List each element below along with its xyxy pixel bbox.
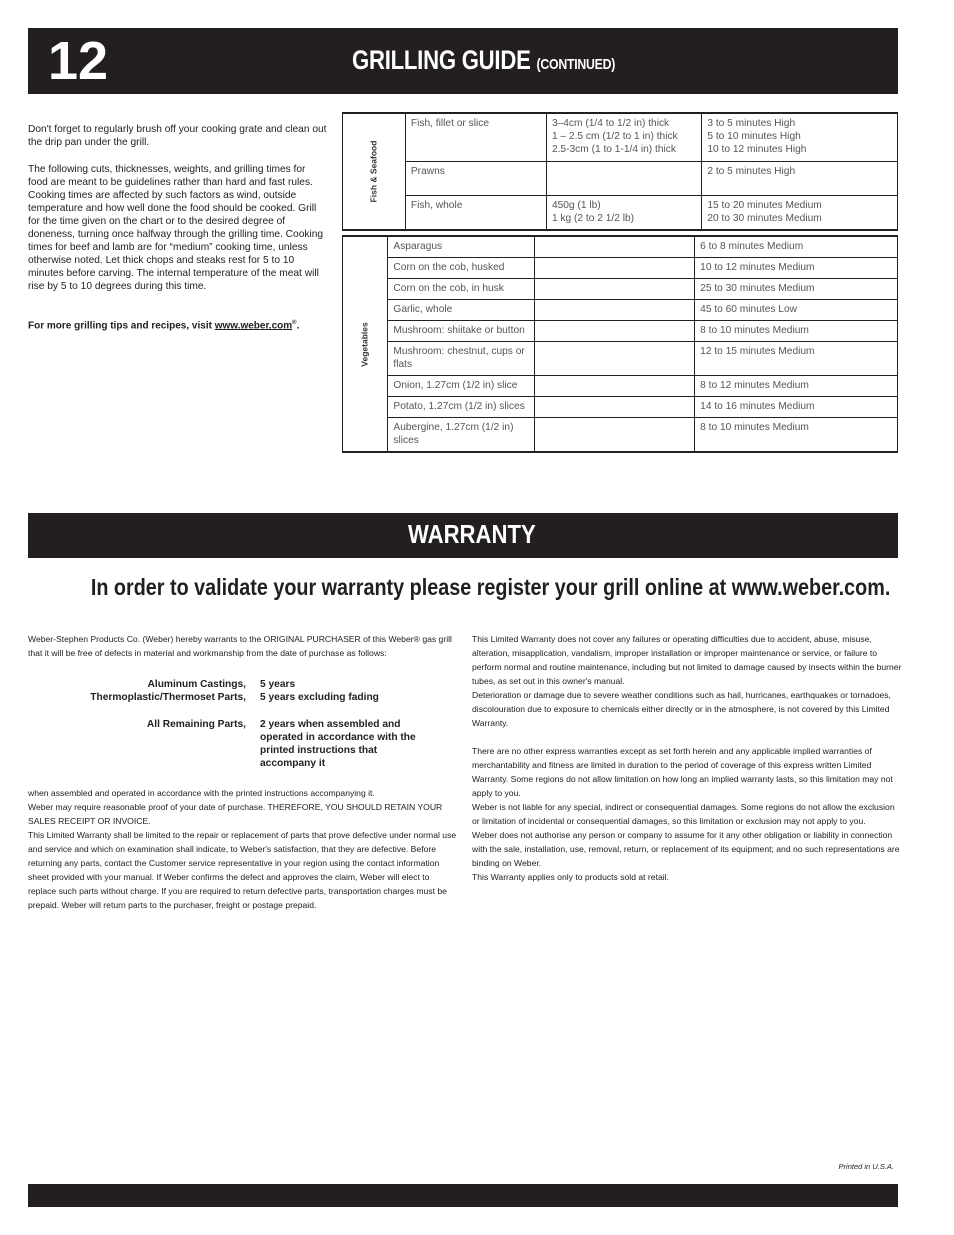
item-cell: Prawns — [405, 162, 546, 196]
warranty-term-row — [28, 678, 458, 691]
time-cell: 3 to 5 minutes High 5 to 10 minutes High 10 to 12 minutes High — [702, 113, 898, 162]
size-cell — [534, 236, 694, 258]
time-cell: 2 to 5 minutes High — [702, 162, 898, 196]
section-title-suffix: (CONTINUED) — [536, 56, 616, 73]
time-cell: 15 to 20 minutes Medium 20 to 30 minutes Medium — [702, 196, 898, 231]
item-cell: Corn on the cob, in husk — [388, 279, 535, 300]
page-header — [28, 28, 898, 94]
size-cell — [534, 418, 694, 453]
warranty-title: WARRANTY — [408, 519, 536, 549]
table-row — [343, 342, 898, 376]
warranty-register-heading: In order to validate your warranty please register your grill online at www.weber.com. — [90, 574, 891, 600]
fish-seafood-table — [342, 112, 898, 231]
item-cell: Mushroom: chestnut, cups or flats — [388, 342, 535, 376]
section-title-text: GRILLING GUIDE — [352, 45, 531, 75]
term-part: Aluminum Castings, — [147, 679, 246, 690]
warranty-terms — [28, 678, 458, 770]
table-row — [343, 321, 898, 342]
term-period: 2 years when assembled and operated in accordance with the printed instructions that accompany it — [260, 719, 416, 769]
size-cell: 450g (1 lb) 1 kg (2 to 2 1/2 lb) — [546, 196, 701, 231]
warranty-term-row — [28, 718, 458, 770]
weber-link[interactable]: www.weber.com — [214, 320, 293, 332]
warranty-term-row — [28, 691, 458, 704]
size-cell — [534, 279, 694, 300]
intro-paragraph-2: The following cuts, thicknesses, weights, and grilling times for food are meant to be guidelines rather than hard and fast rules. Cooking times are affected by such factors as wind, outside temperature and how well done the food should be cooked. Grill for the time given on the chart or to the desired degree of doneness, turning once halfway through the grilling time. Cooking times for beef and lamb are for “medium” cooking time, unless otherwise noted. Let thick chops and steaks rest for 5 to 10 minutes before carving. The internal temperature of the meat will rise by 5 to 10 degrees during this time. — [28, 164, 324, 292]
term-part: All Remaining Parts, — [146, 719, 246, 730]
warranty-left-body: when assembled and operated in accordance with the printed instructions accompanying it. Weber may require reasonable proof of your date of purchase. THEREFORE, YOU SHOULD RETAIN YOUR SALES RECEIPT OR INVOICE. This Limited Warranty shall be limited to the repair or replacement of parts that prove defective under normal use and service and which on examination shall indicate, to Weber's satisfaction, that they are defective. Before returning any parts, contact the Customer service representative in your region using the contact information sheet provided with your manual. If Weber confirms the defect and approves the claim, Weber will elect to replace such parts without charge. If you are required to return defective parts, transportation charges must be prepaid. Weber will return parts to the purchaser, freight or postage prepaid. — [28, 788, 457, 910]
category-label-cell — [343, 236, 388, 452]
size-cell — [534, 342, 694, 376]
table-row — [343, 279, 898, 300]
table-row — [343, 300, 898, 321]
category-label-cell — [343, 113, 406, 230]
table-row — [343, 397, 898, 418]
printed-in-usa: Printed in U.S.A. — [838, 1162, 894, 1171]
time-cell: 10 to 12 minutes Medium — [695, 258, 898, 279]
time-cell: 14 to 16 minutes Medium — [695, 397, 898, 418]
term-part: Thermoplastic/Thermoset Parts, — [90, 692, 246, 703]
vegetables-table — [342, 235, 898, 453]
table-row — [343, 376, 898, 397]
term-period: 5 years excluding fading — [260, 692, 379, 703]
item-cell: Onion, 1.27cm (1/2 in) slice — [388, 376, 535, 397]
size-cell — [534, 397, 694, 418]
item-cell: Aubergine, 1.27cm (1/2 in) slices — [388, 418, 535, 453]
time-cell: 8 to 10 minutes Medium — [695, 418, 898, 453]
warranty-intro: Weber-Stephen Products Co. (Weber) hereby warrants to the ORIGINAL PURCHASER of this Weber® gas grill that it will be free of defects in material and workmanship from the date of purchase as follows: — [28, 634, 452, 658]
category-label: Fish & Seafood — [368, 140, 379, 203]
item-cell: Fish, fillet or slice — [405, 113, 546, 162]
tips-suffix: . — [296, 320, 300, 332]
table-row — [343, 162, 898, 196]
time-cell: 25 to 30 minutes Medium — [695, 279, 898, 300]
item-cell: Potato, 1.27cm (1/2 in) slices — [388, 397, 535, 418]
category-label: Vegetables — [359, 321, 370, 367]
item-cell: Corn on the cob, husked — [388, 258, 535, 279]
table-row — [343, 258, 898, 279]
warranty-right-body: This Limited Warranty does not cover any failures or operating difficulties due to accident, abuse, misuse, alteration, misapplication, vandalism, improper installation or improper maintenance or service, or failure to perform normal and routine maintenance, including but not limited to damage caused by insects within the burner tubes, as set out in this owner's manual. Deterioration or damage due to severe weather conditions such as hail, hurricanes, earthquakes or tornadoes, discolouration due to exposure to chemicals either directly or in the atmosphere, is not covered by this Limited Warranty. There are no other express warranties except as set forth herein and any applicable implied warranties of merchantability and fitness are limited in duration to the period of coverage of this express written Limited Warranty. Some regions do not allow limitation on how long an implied warranty lasts, so this limitation may not apply to you. Weber is not liable for any special, indirect or consequential damages. Some regions do not allow the exclusion or limitation of incidental or consequential damages, so this limitation or exclusion may not apply to you. Weber does not authorise any person or company to assume for it any other obligation or liability in connection with the sale, installation, use, removal, return, or replacement of its equipment; and no such representations are binding on Weber. This Warranty applies only to products sold at retail. — [472, 634, 902, 882]
size-cell — [534, 376, 694, 397]
table-row — [343, 236, 898, 258]
intro-paragraph-1: Don't forget to regularly brush off your cooking grate and clean out the drip pan under the grill. — [28, 124, 327, 148]
page-number: 12 — [48, 31, 109, 91]
size-cell: 3–4cm (1/4 to 1/2 in) thick 1 – 2.5 cm (1/2 to 1 in) thick 2.5-3cm (1 to 1-1/4 in) thick — [546, 113, 701, 162]
size-cell — [534, 300, 694, 321]
section-title — [352, 45, 615, 76]
table-row — [343, 113, 898, 162]
item-cell: Asparagus — [388, 236, 535, 258]
page-footer-bar — [28, 1184, 898, 1207]
size-cell — [534, 321, 694, 342]
time-cell: 45 to 60 minutes Low — [695, 300, 898, 321]
registered-mark: ® — [292, 320, 297, 326]
time-cell: 8 to 12 minutes Medium — [695, 376, 898, 397]
time-cell: 6 to 8 minutes Medium — [695, 236, 898, 258]
tips-line — [28, 320, 338, 331]
term-period: 5 years — [260, 679, 296, 690]
item-cell: Mushroom: shiitake or button — [388, 321, 535, 342]
table-row — [343, 418, 898, 453]
size-cell — [546, 162, 701, 196]
warranty-header — [28, 513, 898, 558]
tips-prefix: For more grilling tips and recipes, visit — [28, 320, 215, 332]
time-cell: 8 to 10 minutes Medium — [695, 321, 898, 342]
size-cell — [534, 258, 694, 279]
item-cell: Fish, whole — [405, 196, 546, 231]
table-row — [343, 196, 898, 231]
item-cell: Garlic, whole — [388, 300, 535, 321]
time-cell: 12 to 15 minutes Medium — [695, 342, 898, 376]
